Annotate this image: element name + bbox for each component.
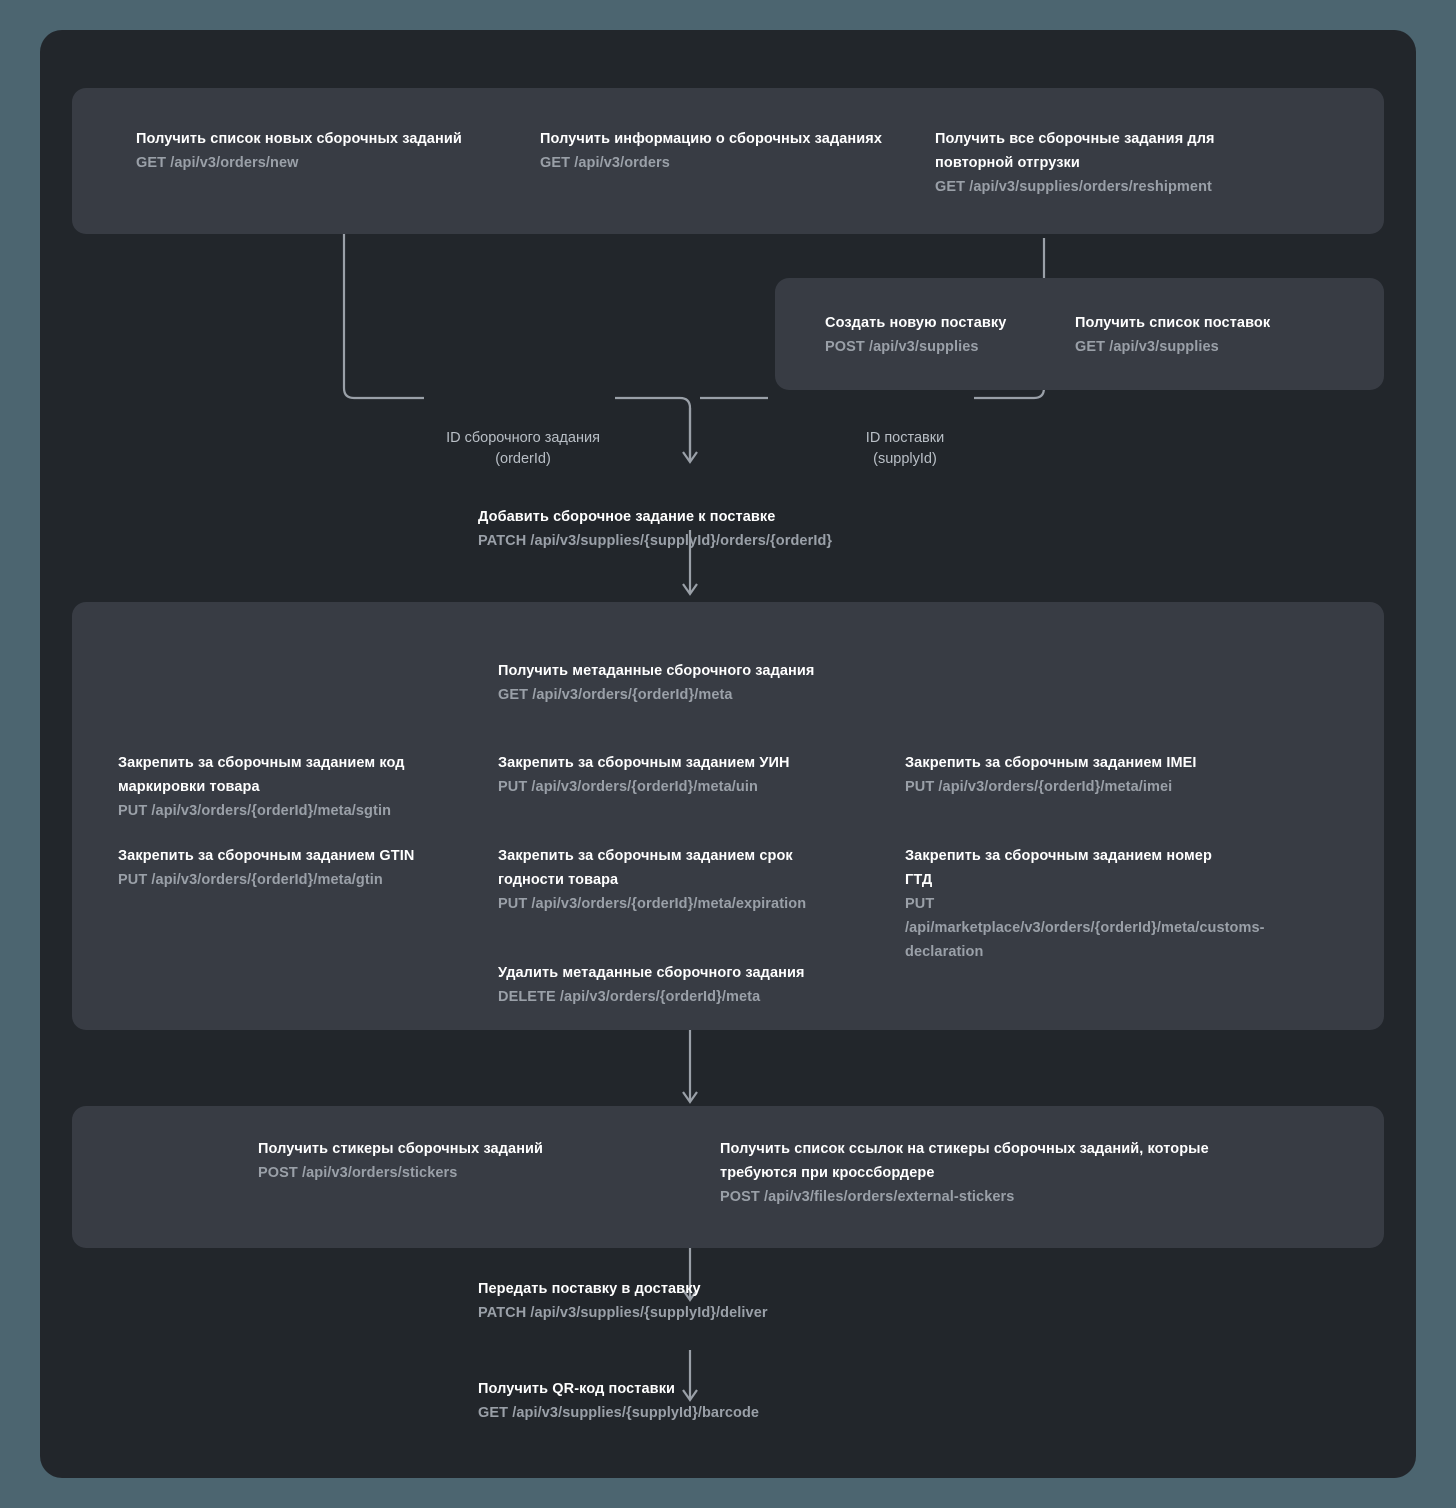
node-title: Передать поставку в доставку: [478, 1281, 701, 1297]
node-endpoint: GET /api/v3/orders/new: [136, 154, 299, 171]
node-title: Закрепить за сборочным заданием УИН: [498, 755, 790, 771]
label-line1: ID сборочного задания: [446, 430, 600, 446]
label-line2: (supplyId): [873, 451, 937, 468]
node-endpoint: PUT /api/marketplace/v3/orders/{orderId}/meta/customs-declaration: [905, 895, 1265, 960]
node-endpoint: PUT /api/v3/orders/{orderId}/meta/expiration: [498, 895, 807, 912]
node-meta-gtin[interactable]: [118, 845, 458, 893]
node-endpoint: PUT /api/v3/orders/{orderId}/meta/sgtin: [118, 802, 392, 819]
node-meta-delete[interactable]: [498, 962, 898, 1010]
node-barcode[interactable]: [478, 1378, 998, 1426]
node-endpoint: GET /api/v3/supplies/{supplyId}/barcode: [478, 1404, 760, 1421]
node-orders-info[interactable]: [540, 128, 940, 176]
node-external-stickers[interactable]: [720, 1138, 1240, 1210]
node-orders-new[interactable]: [136, 128, 506, 176]
wire-orderid-merge: [615, 398, 690, 460]
node-title: Добавить сборочное задание к поставке: [478, 509, 776, 525]
node-meta-sgtin[interactable]: [118, 752, 458, 824]
node-meta-imei[interactable]: [905, 752, 1285, 800]
node-endpoint: POST /api/v3/orders/stickers: [258, 1164, 458, 1181]
node-endpoint: POST /api/v3/supplies: [825, 338, 979, 355]
node-supply-add-order[interactable]: [478, 506, 1038, 554]
node-endpoint: PUT /api/v3/orders/{orderId}/meta/gtin: [118, 871, 383, 888]
node-title: Закрепить за сборочным заданием GTIN: [118, 848, 415, 864]
node-meta-customs[interactable]: [905, 845, 1265, 965]
node-title: Закрепить за сборочным заданием срок годности товара: [498, 848, 793, 888]
label-supply-id: [835, 428, 975, 470]
node-title: Создать новую поставку: [825, 315, 1007, 331]
node-endpoint: DELETE /api/v3/orders/{orderId}/meta: [498, 988, 761, 1005]
arrow-meta-to-stickers: [683, 1092, 697, 1102]
node-endpoint: POST /api/v3/files/orders/external-stickers: [720, 1188, 1015, 1205]
node-title: Закрепить за сборочным заданием IMEI: [905, 755, 1197, 771]
node-endpoint: GET /api/v3/orders/{orderId}/meta: [498, 686, 733, 703]
node-title: Получить QR-код поставки: [478, 1381, 676, 1397]
node-meta-expiration[interactable]: [498, 845, 808, 917]
node-title: Закрепить за сборочным заданием код маркировки товара: [118, 755, 405, 795]
arrow-patch-to-meta: [683, 584, 697, 594]
label-line2: (orderId): [495, 451, 551, 468]
node-title: Получить метаданные сборочного задания: [498, 663, 815, 679]
node-title: Закрепить за сборочным заданием номер ГТД: [905, 848, 1212, 888]
node-title: Получить список новых сборочных заданий: [136, 131, 462, 147]
node-title: Получить все сборочные задания для повторной отгрузки: [935, 131, 1215, 171]
node-orders-reshipment[interactable]: [935, 128, 1295, 200]
node-stickers[interactable]: [258, 1138, 618, 1186]
node-endpoint: PATCH /api/v3/supplies/{supplyId}/orders/{orderId}: [478, 532, 833, 549]
node-meta-uin[interactable]: [498, 752, 878, 800]
node-endpoint: PUT /api/v3/orders/{orderId}/meta/imei: [905, 778, 1173, 795]
label-line1: ID поставки: [865, 430, 945, 446]
node-endpoint: PUT /api/v3/orders/{orderId}/meta/uin: [498, 778, 758, 795]
node-endpoint: GET /api/v3/orders: [540, 154, 670, 171]
arrow-merge-down: [683, 452, 697, 462]
node-endpoint: PATCH /api/v3/supplies/{supplyId}/deliver: [478, 1304, 768, 1321]
node-meta-get[interactable]: [498, 660, 898, 708]
node-endpoint: GET /api/v3/supplies/orders/reshipment: [935, 178, 1212, 195]
node-endpoint: GET /api/v3/supplies: [1075, 338, 1219, 355]
node-title: Получить список поставок: [1075, 315, 1271, 331]
node-deliver[interactable]: [478, 1278, 998, 1326]
node-title: Удалить метаданные сборочного задания: [498, 965, 805, 981]
label-order-id: [428, 428, 618, 470]
node-supplies-list[interactable]: [1075, 312, 1325, 360]
node-title: Получить стикеры сборочных заданий: [258, 1141, 544, 1157]
node-title: Получить список ссылок на стикеры сборочных заданий, которые требуются при кроссбордере: [720, 1141, 1209, 1181]
node-supplies-create[interactable]: [825, 312, 1075, 360]
node-title: Получить информацию о сборочных заданиях: [540, 131, 883, 147]
diagram-canvas: [40, 30, 1416, 1478]
